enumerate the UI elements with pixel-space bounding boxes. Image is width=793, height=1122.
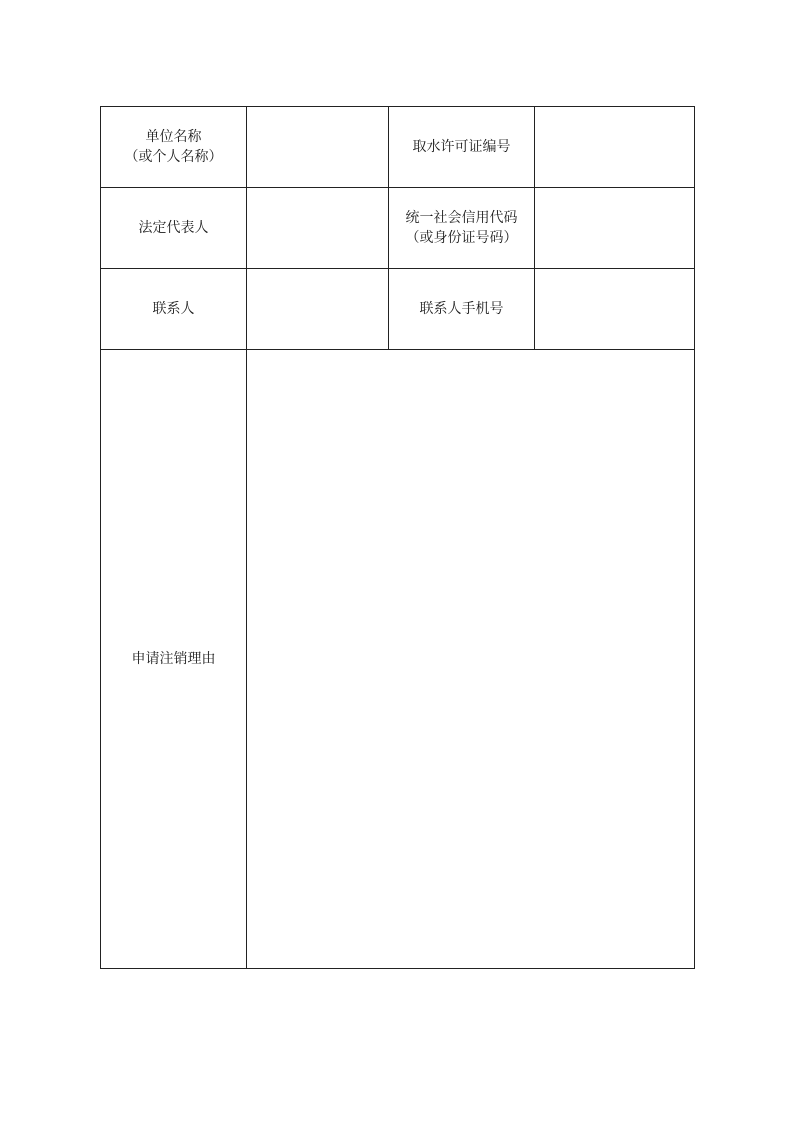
row-contact [101, 269, 695, 350]
credit-code-field[interactable] [535, 188, 695, 269]
permit-number-label: 取水许可证编号 [412, 139, 511, 155]
row-unit-name [101, 107, 695, 188]
unit-name-label-cell [101, 107, 247, 188]
permit-number-field[interactable] [535, 107, 695, 188]
reason-field[interactable] [247, 350, 695, 969]
contact-label-cell [101, 269, 247, 350]
cancellation-application-form [100, 106, 695, 969]
contact-label: 联系人 [152, 301, 195, 317]
legal-rep-field[interactable] [247, 188, 389, 269]
reason-label-cell [101, 350, 247, 969]
reason-label: 申请注销理由 [131, 651, 216, 667]
legal-rep-label-cell [101, 188, 247, 269]
unit-name-field[interactable] [247, 107, 389, 188]
contact-phone-label: 联系人手机号 [419, 301, 504, 317]
row-cancellation-reason [101, 350, 695, 969]
unit-name-label: 单位名称 [145, 129, 202, 145]
credit-code-sublabel: （或身份证号码） [405, 230, 518, 246]
contact-phone-field[interactable] [535, 269, 695, 350]
legal-rep-label: 法定代表人 [138, 220, 209, 236]
contact-field[interactable] [247, 269, 389, 350]
contact-phone-label-cell [389, 269, 535, 350]
credit-code-label: 统一社会信用代码 [405, 210, 518, 226]
row-legal-representative [101, 188, 695, 269]
credit-code-label-cell [389, 188, 535, 269]
unit-name-sublabel: （或个人名称） [124, 149, 223, 165]
permit-number-label-cell [389, 107, 535, 188]
